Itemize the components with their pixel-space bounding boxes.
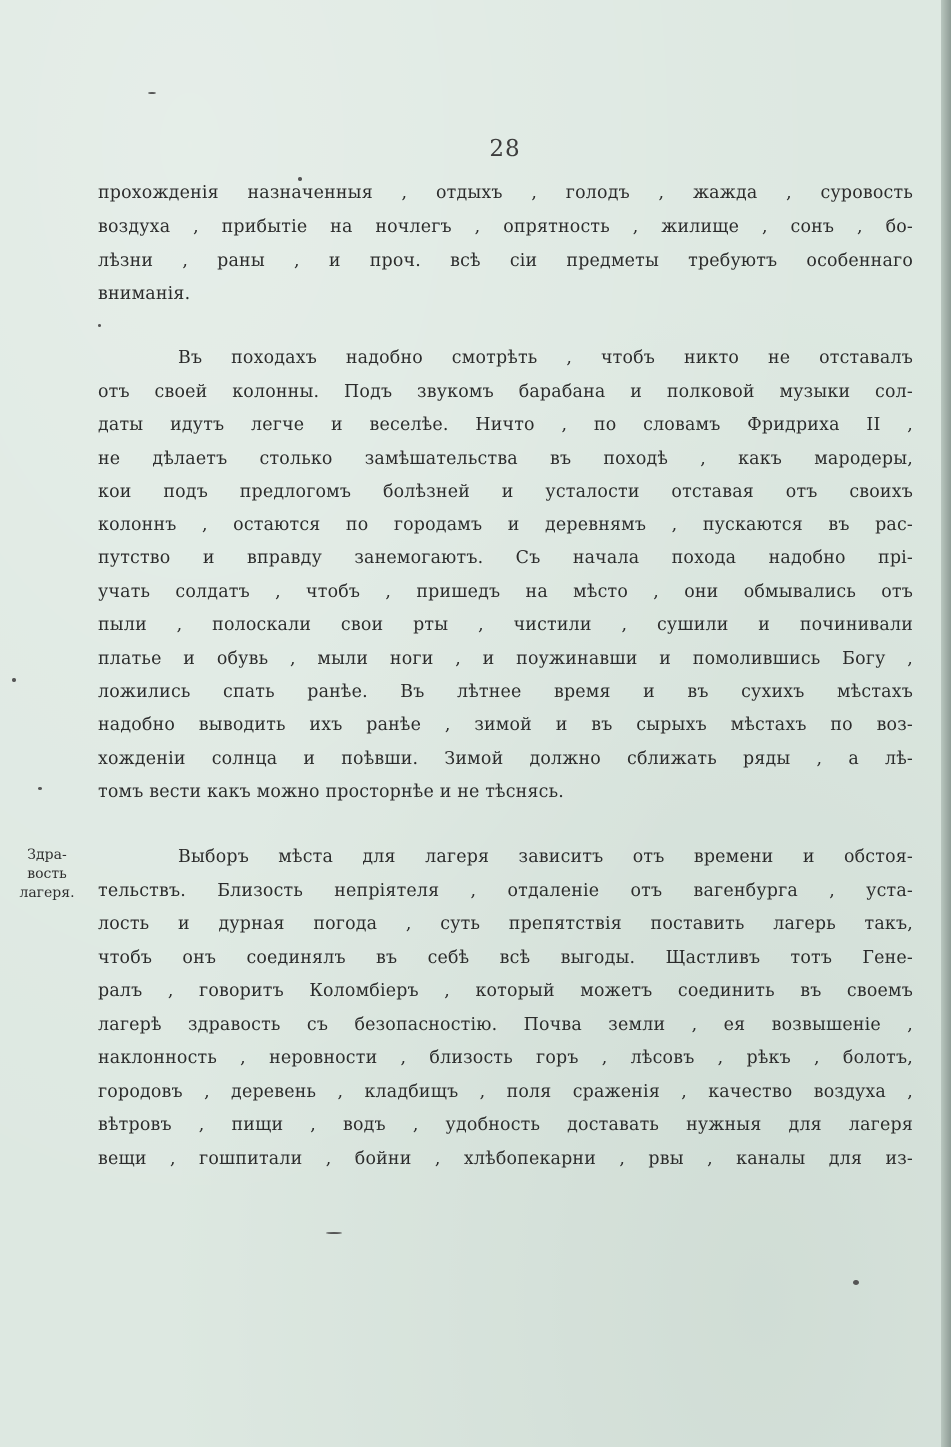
text-line: пыли , полоскали свои рты , чистили , сушили и починивали <box>98 615 913 635</box>
text-line: кои подъ предлогомъ болѣзней и усталости отставая отъ своихъ <box>98 482 913 502</box>
paper-speck <box>38 787 42 790</box>
text-line: путство и вправду занемогаютъ. Съ начала похода надобно прі- <box>98 548 913 568</box>
margin-note <box>8 846 86 903</box>
text-line: томъ вести какъ можно просторнѣе и не тѣснясь. <box>98 782 564 802</box>
text-line: ложились спать ранѣе. Въ лѣтнее время и въ сухихъ мѣстахъ <box>98 682 913 702</box>
page-number: 28 <box>489 136 521 162</box>
paper-speck <box>148 92 156 94</box>
text-line: лѣзни , раны , и проч. всѣ сіи предметы требуютъ особеннаго <box>98 251 913 271</box>
margin-note-line: Здра- <box>27 847 67 863</box>
text-line: лость и дурная погода , суть препятствія поставить лагерь такъ, <box>98 914 913 934</box>
text-line: Выборъ мѣста для лагеря зависитъ отъ времени и обстоя- <box>178 847 913 867</box>
text-line: отъ своей колонны. Подъ звукомъ барабана и полковой музыки сол- <box>98 382 913 402</box>
text-line: вниманія. <box>98 284 191 304</box>
paper-speck <box>298 177 302 181</box>
text-line: городовъ , деревень , кладбищъ , поля сраженія , качество воздуха , <box>98 1082 913 1102</box>
text-line: не дѣлаетъ столько замѣшательства въ походѣ , какъ мародеры, <box>98 449 913 469</box>
paper-speck <box>12 678 16 682</box>
text-line: Въ походахъ надобно смотрѣть , чтобъ никто не отставалъ <box>178 348 913 368</box>
text-line: тельствъ. Близость непріятеля , отдаленіе отъ вагенбурга , уста- <box>98 881 913 901</box>
text-line: воздуха , прибытіе на ночлегъ , опрятность , жилище , сонъ , бо- <box>98 217 913 237</box>
text-line: прохожденія назначенныя , отдыхъ , голодъ , жажда , суровость <box>98 183 913 203</box>
text-line: даты идутъ легче и веселѣе. Ничто , по словамъ Фридриха II , <box>98 415 913 435</box>
text-line: лагерѣ здравость съ безопасностію. Почва земли , ея возвышеніе , <box>98 1015 913 1035</box>
paper-speck <box>853 1280 859 1285</box>
margin-note-line: вость <box>27 866 67 882</box>
text-line: хожденіи солнца и поѣвши. Зимой должно сближать ряды , а лѣ- <box>98 749 913 769</box>
text-line: платье и обувь , мыли ноги , и поужинавши и помолившись Богу , <box>98 649 913 669</box>
text-line: надобно выводить ихъ ранѣе , зимой и въ сырыхъ мѣстахъ по воз- <box>98 715 913 735</box>
paper-speck <box>98 324 101 327</box>
margin-note-line: лагеря. <box>19 885 75 901</box>
text-line: наклонность , неровности , близость горъ , лѣсовъ , рѣкъ , болотъ, <box>98 1048 913 1068</box>
paper-speck <box>326 1232 342 1234</box>
text-line: вѣтровъ , пищи , водъ , удобность доставать нужныя для лагеря <box>98 1115 913 1135</box>
text-line: вещи , гошпитали , бойни , хлѣбопекарни , рвы , каналы для из- <box>98 1149 913 1169</box>
text-line: колоннъ , остаются по городамъ и деревнямъ , пускаются въ рас- <box>98 515 913 535</box>
text-line: учать солдатъ , чтобъ , пришедъ на мѣсто , они обмывались отъ <box>98 582 913 602</box>
page-edge-shadow <box>941 0 951 1447</box>
text-line: чтобъ онъ соединялъ въ себѣ всѣ выгоды. Щастливъ тотъ Гене- <box>98 948 913 968</box>
text-line: ралъ , говоритъ Коломбіеръ , который можетъ соединить въ своемъ <box>98 981 913 1001</box>
